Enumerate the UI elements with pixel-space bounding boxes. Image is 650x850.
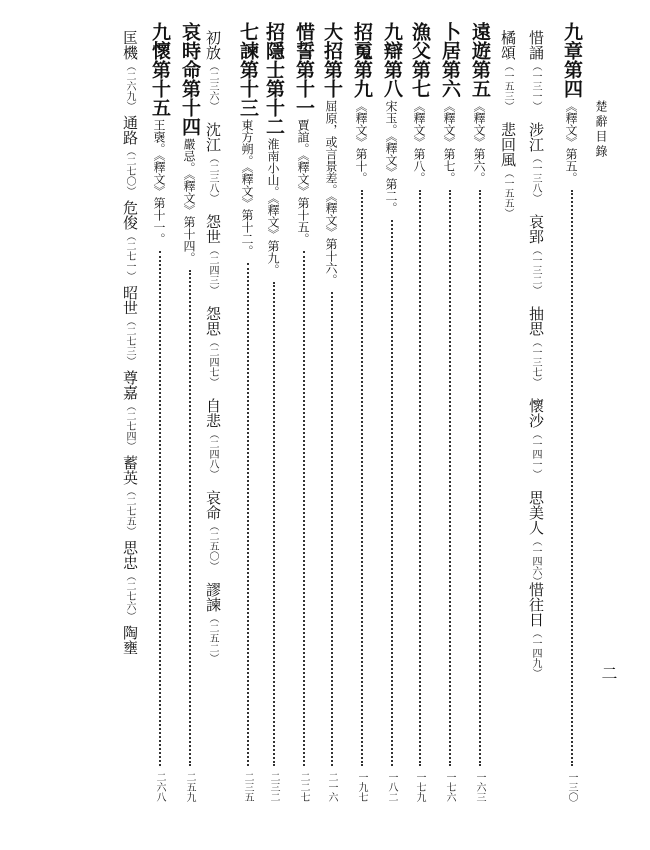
subsection-title: 抽思	[527, 306, 545, 336]
subsection-page: （二四七）	[207, 337, 218, 387]
subsection-title: 陶壅	[121, 625, 139, 655]
page-number: 二	[599, 665, 618, 684]
subsection-title: 尊嘉	[121, 370, 139, 400]
page-number-ref: 二五九	[184, 772, 195, 802]
page-number-ref: 二三二	[268, 772, 279, 802]
leader-dots	[361, 190, 363, 766]
leader-dots	[571, 190, 573, 766]
subsection-page: （一四六）	[530, 536, 541, 586]
leader-dots	[159, 251, 161, 766]
subsection-title: 通路	[121, 115, 139, 145]
subsection-title: 惜誦	[527, 30, 545, 60]
chapter-heading: 七諫第十三	[237, 22, 259, 117]
subsection-page: （二七四）	[124, 401, 135, 451]
subsection-title: 哀命	[204, 490, 222, 520]
leader-dots	[189, 270, 191, 766]
subsection-title: 沈江	[204, 122, 222, 152]
chapter-note: 嚴忌。《釋文》第十四。	[182, 138, 196, 264]
subsection-page: （一三二）	[530, 245, 541, 295]
page-number-ref: 二二七	[298, 772, 309, 802]
subsection-page: （二三六）	[207, 61, 218, 111]
subsection-title: 涉江	[527, 122, 545, 152]
chapter-heading: 漁父第七	[409, 22, 431, 98]
page-number-ref: 二一六	[326, 772, 337, 802]
chapter-heading: 招䰟第九	[351, 22, 373, 98]
subsection-page: （二五二）	[207, 613, 218, 663]
chapter-heading: 卜居第六	[439, 22, 461, 98]
chapter-note: 賈誼。《釋文》第十五。	[296, 119, 310, 245]
subsection-title: 懷沙	[527, 398, 545, 428]
leader-dots	[479, 190, 481, 766]
subsection-title: 自悲	[204, 398, 222, 428]
chapter-heading: 九懷第十五	[149, 22, 171, 117]
leader-dots	[273, 282, 275, 766]
subsection-page: （二七一）	[124, 231, 135, 281]
chapter-heading: 九辯第八	[381, 22, 403, 98]
subsection-title: 危俊	[121, 200, 139, 230]
chapter-heading: 遠遊第五	[469, 22, 491, 98]
chapter-note: 宋玉。《釋文》第二。	[384, 100, 398, 214]
chapter-note: 《釋文》第六。	[472, 100, 486, 184]
subsection-page: （一三七）	[530, 337, 541, 387]
subsection-title: 謬諫	[204, 582, 222, 612]
subsection-page: （二七六）	[124, 571, 135, 621]
page-number-ref: 一七六	[444, 772, 455, 802]
subsection-title: 蓄英	[121, 455, 139, 485]
subsection-title: 昭世	[121, 285, 139, 315]
leader-dots	[303, 251, 305, 766]
chapter-heading: 哀時命第十四	[179, 22, 201, 136]
subsection-page: （一三一）	[530, 61, 541, 111]
subsection-page: （一四九）	[530, 628, 541, 678]
page-number-ref: 一八二	[386, 772, 397, 802]
subsection-title: 惜往日	[527, 582, 545, 627]
chapter-note: 《釋文》第七。	[442, 100, 456, 184]
chapter-note: 屈原，或言景差。《釋文》第十六。	[324, 100, 338, 286]
subsection-title: 思忠	[121, 540, 139, 570]
chapter-heading: 九章第四	[561, 22, 583, 98]
subsection-title: 怨世	[204, 214, 222, 244]
leader-dots	[449, 190, 451, 766]
subsection-page: （二六九）	[124, 61, 135, 111]
subsection-page: （二四三）	[207, 245, 218, 295]
page-number-ref: 二六八	[154, 772, 165, 802]
subsection-title: 怨思	[204, 306, 222, 336]
leader-dots	[419, 190, 421, 766]
leader-dots	[331, 292, 333, 766]
chapter-note: 《釋文》第五。	[564, 100, 578, 184]
subsection-page: （一五三）	[502, 61, 513, 111]
chapter-heading: 招隱士第十二	[263, 22, 285, 136]
subsection-page: （二七三）	[124, 316, 135, 366]
page-number-ref: 一七九	[414, 772, 425, 802]
leader-dots	[391, 220, 393, 766]
subsection-page: （二七〇）	[124, 146, 135, 196]
chapter-note: 《釋文》第八。	[412, 100, 426, 184]
subsection-page: （二五〇）	[207, 521, 218, 571]
chapter-heading: 惜誓第十一	[293, 22, 315, 117]
subsection-title: 悲回風	[499, 122, 517, 167]
subsection-title: 匡機	[121, 30, 139, 60]
subsection-page: （二四八）	[207, 429, 218, 479]
subsection-title: 橘頌	[499, 30, 517, 60]
subsection-page: （二三八）	[207, 153, 218, 203]
page-number-ref: 二三五	[242, 772, 253, 802]
chapter-note: 《釋文》第十。	[354, 100, 368, 184]
running-header-title: 楚辭目錄	[594, 100, 608, 160]
chapter-heading: 大招第十	[321, 22, 343, 98]
subsection-title: 思美人	[527, 490, 545, 535]
subsection-page: （一三八）	[530, 153, 541, 203]
chapter-note: 淮南小山。《釋文》第九。	[266, 138, 280, 276]
leader-dots	[247, 263, 249, 766]
page-number-ref: 一六三	[474, 772, 485, 802]
page-number-ref: 一三〇	[566, 772, 577, 802]
subsection-page: （一五五）	[502, 168, 513, 218]
page-number-ref: 一九七	[356, 772, 367, 802]
subsection-page: （二七五）	[124, 486, 135, 536]
subsection-title: 初放	[204, 30, 222, 60]
chapter-note: 東方朔。《釋文》第十二。	[240, 119, 254, 257]
subsection-title: 哀郢	[527, 214, 545, 244]
subsection-page: （一四一）	[530, 429, 541, 479]
chapter-note: 王襃。《釋文》第十一。	[152, 119, 166, 245]
